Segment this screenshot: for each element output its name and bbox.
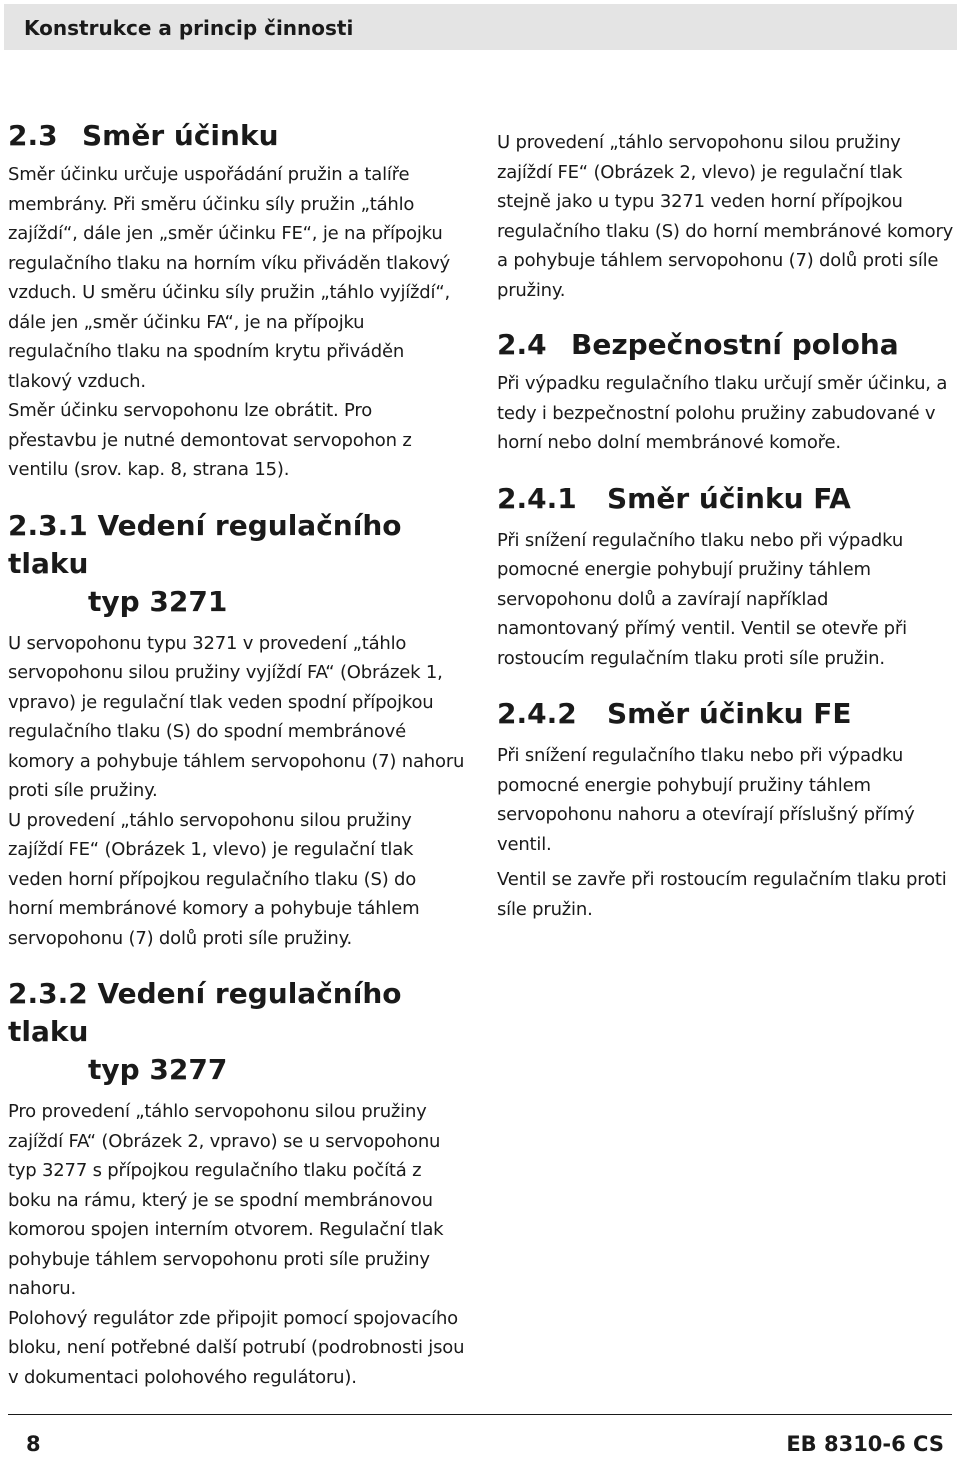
page-number: 8 bbox=[26, 1432, 41, 1456]
right-column bbox=[497, 128, 955, 924]
section-2-3-1-heading bbox=[8, 507, 466, 621]
section-number: 2.4.2 bbox=[497, 697, 577, 730]
section-2-4-2 bbox=[497, 695, 955, 924]
paragraph: Při snížení regulačního tlaku nebo při výpadku pomocné energie pohybují pružiny táhlem servopohonu dolů a zavírají například namontovaný přímý ventil. Ventil se otevře při rostoucím regulačním tlaku proti síle pružin. bbox=[497, 529, 907, 669]
footer-divider bbox=[8, 1414, 952, 1415]
section-title: Vedení regulačního tlaku bbox=[8, 977, 402, 1048]
section-number: 2.3.2 bbox=[8, 977, 88, 1010]
section-2-4 bbox=[497, 327, 955, 458]
section-2-3-2 bbox=[8, 975, 466, 1392]
paragraph: U provedení „táhlo servopohonu silou pružiny zajíždí FE“ (Obrázek 2, vlevo) je regulační tlak stejně jako u typu 3271 veden horní přípojkou regulačního tlaku (S) do horní membránové komory a pohybuje táhlem servopohonu (7) dolů proti síle pružiny. bbox=[497, 132, 954, 301]
paragraph: Polohový regulátor zde připojit pomocí spojovacího bloku, není potřebné další potrubí (podrobnosti jsou v dokumentaci polohového regulátoru). bbox=[8, 1307, 465, 1388]
section-subtitle: typ 3277 bbox=[88, 1053, 228, 1086]
section-2-3-1 bbox=[8, 507, 466, 954]
section-2-4-2-heading bbox=[497, 695, 955, 733]
section-title: Směr účinku bbox=[82, 119, 279, 152]
section-2-3-heading bbox=[8, 118, 466, 154]
paragraph: Při výpadku regulačního tlaku určují směr účinku, a tedy i bezpečnostní polohu pružiny zabudované v horní nebo dolní membránové komoře. bbox=[497, 373, 948, 453]
left-column bbox=[8, 118, 466, 1392]
paragraph: Ventil se zavře při rostoucím regulačním tlaku proti síle pružin. bbox=[497, 869, 947, 920]
section-title: Bezpečnostní poloha bbox=[571, 328, 899, 361]
section-2-4-1 bbox=[497, 480, 955, 674]
section-title: Směr účinku FA bbox=[607, 481, 851, 515]
paragraph: U servopohonu typu 3271 v provedení „táhlo servopohonu silou pružiny vyjíždí FA“ (Obrázek 1, vpravo) je regulační tlak veden spodní přípojkou regulačního tlaku (S) do spodní membránové komory a pohybuje táhlem servopohonu (7) nahoru proti síle pružiny. bbox=[8, 632, 465, 801]
section-number: 2.3 bbox=[8, 119, 58, 152]
section-number: 2.3.1 bbox=[8, 508, 88, 542]
paragraph: Směr účinku určuje uspořádání pružin a talíře membrány. Při směru účinku síly pružin „táhlo zajíždí“, dále jen „směr účinku FE“, je na přípojku regulačního tlaku na horním víku přiváděn tlakový vzduch. U směru účinku síly pružin „táhlo vyjíždí“, dále jen „směr účinku FA“, je na přípojku regulačního tlaku na spodním krytu přiváděn tlakový vzduch. bbox=[8, 164, 450, 392]
paragraph: Při snížení regulačního tlaku nebo při výpadku pomocné energie pohybují pružiny táhlem servopohonu nahoru a otevírají příslušný přímý ventil. bbox=[497, 745, 915, 855]
document-code: EB 8310-6 CS bbox=[786, 1432, 944, 1456]
section-title: Vedení regulačního tlaku bbox=[8, 508, 402, 580]
section-2-3 bbox=[8, 118, 466, 485]
section-2-4-heading bbox=[497, 327, 955, 363]
section-2-4-1-heading bbox=[497, 480, 955, 518]
section-title: Směr účinku FE bbox=[607, 697, 852, 730]
section-number: 2.4.1 bbox=[497, 481, 577, 515]
section-number: 2.4 bbox=[497, 328, 547, 361]
paragraph: Směr účinku servopohonu lze obrátit. Pro přestavbu je nutné demontovat servopohon z ventilu (srov. kap. 8, strana 15). bbox=[8, 400, 412, 480]
paragraph: Pro provedení „táhlo servopohonu silou pružiny zajíždí FA“ (Obrázek 2, vpravo) se u servopohonu typ 3277 s přípojkou regulačního tlaku počítá z boku na rámu, který je se spodní membránovou komorou spojen interním otvorem. Regulační tlak pohybuje táhlem servopohonu proti síle pružiny nahoru. bbox=[8, 1101, 444, 1299]
section-subtitle: typ 3271 bbox=[88, 584, 228, 618]
section-2-3-2-heading bbox=[8, 975, 466, 1089]
paragraph: U provedení „táhlo servopohonu silou pružiny zajíždí FE“ (Obrázek 1, vlevo) je regulační tlak veden horní přípojkou regulačního tlaku (S) do horní membránové komory a pohybuje táhlem servopohonu (7) dolů proti síle pružiny. bbox=[8, 809, 420, 949]
page-header-title: Konstrukce a princip činnosti bbox=[24, 16, 354, 40]
header-bar bbox=[4, 4, 957, 50]
